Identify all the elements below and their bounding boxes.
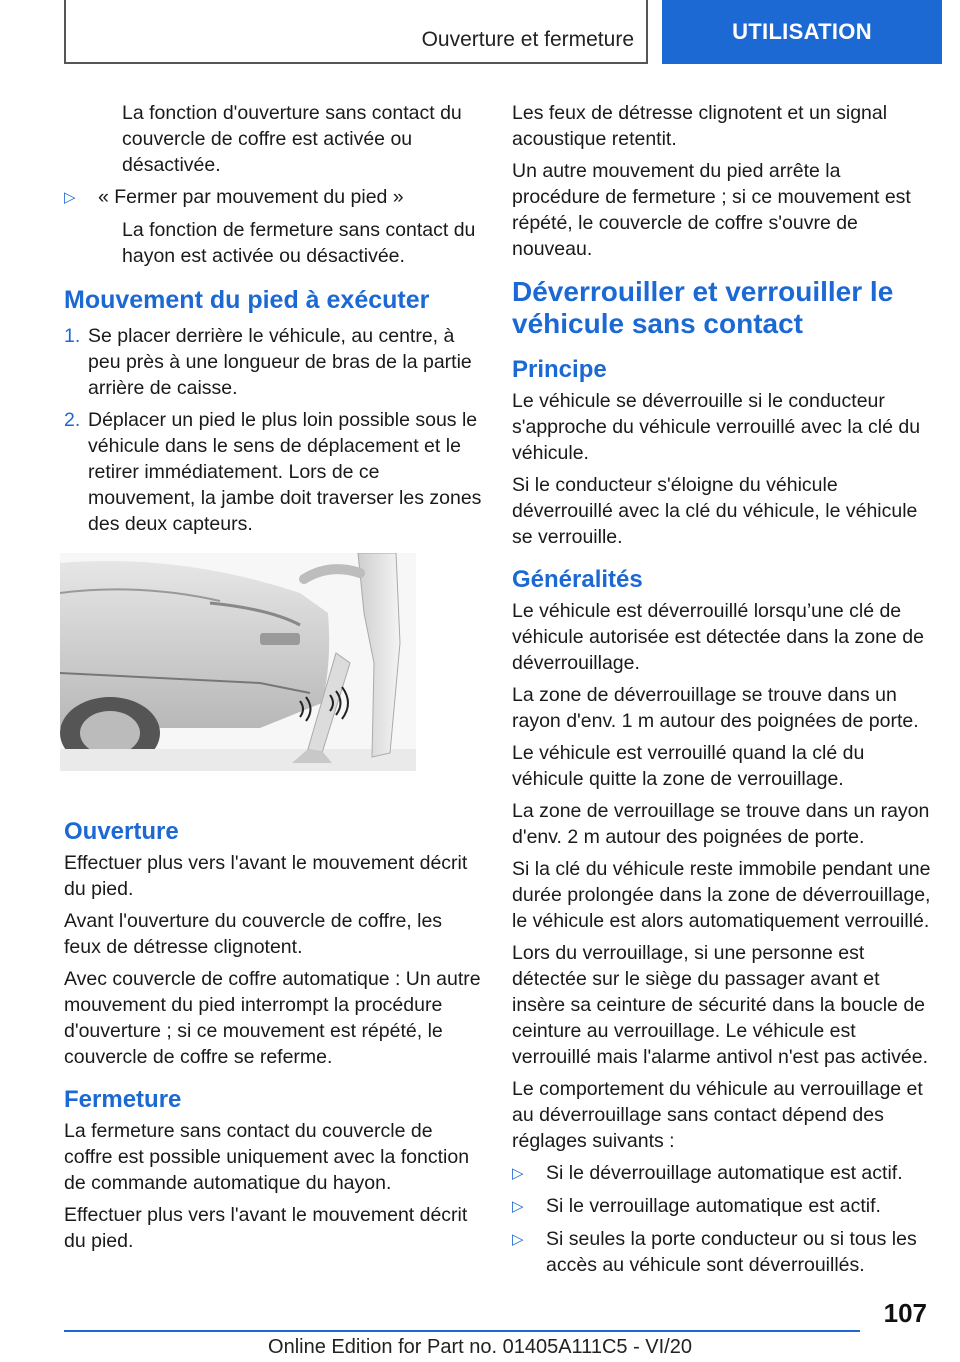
setting-bullet-1-text: Si le déverrouillage automatique est actif. xyxy=(546,1162,903,1184)
fermeture-text-2: Effectuer plus vers l'avant le mouvement décrit du pied. xyxy=(64,1204,468,1252)
foot-gesture-illustration xyxy=(60,553,416,771)
step-1-text: Se placer derrière le véhicule, au centre, à peu près à une longueur de bras de la partie arrière de caisse. xyxy=(88,325,472,399)
step-1 xyxy=(64,323,484,401)
heading-fermeture: Fermeture xyxy=(64,1086,182,1113)
step-2-number: 2. xyxy=(64,409,81,431)
header-chapter-tab[interactable]: UTILISATION xyxy=(662,0,942,64)
page-number: 107 xyxy=(883,1298,927,1328)
setting-bullet-3 xyxy=(512,1226,932,1278)
generalites-text-5: Si la clé du véhicule reste immobile pendant une durée prolongée dans la zone de déverrouillage, le véhicule est alors automatiquement verrouillé. xyxy=(512,858,931,932)
bullet-fermer-text: « Fermer par mouvement du pied » xyxy=(98,186,404,208)
right-column xyxy=(512,100,932,1284)
step-2-text: Déplacer un pied le plus loin possible sous le véhicule dans le sens de déplacement et le retirer immédiatement. Lors de ce mouvement, la jambe doit traverser les zones des deux capteurs. xyxy=(88,409,482,535)
setting-bullet-3-text: Si seules la porte conducteur ou si tous les accès au véhicule sont déverrouillés. xyxy=(546,1228,917,1276)
principe-text-2: Si le conducteur s'éloigne du véhicule déverrouillé avec la clé du véhicule, le véhicule se verrouille. xyxy=(512,474,918,548)
heading-generalites: Généralités xyxy=(512,566,643,593)
generalites-text-6: Lors du verrouillage, si une personne est détectée sur le siège du passager avant et insère sa ceinture de sécurité dans la boucle de ceinture au verrouillage. Le véhicule est verrouillé mais l'alarme antivol n'est pas activée. xyxy=(512,942,929,1068)
left-column xyxy=(64,100,484,1260)
ouverture-text-1: Effectuer plus vers l'avant le mouvement décrit du pied. xyxy=(64,852,468,900)
heading-mouvement: Mouvement du pied à exécuter xyxy=(64,286,430,314)
bullet-triangle-icon: ▷ xyxy=(512,1231,524,1248)
header-section-title: Ouverture et fermeture xyxy=(421,28,634,51)
fermeture-text-1: La fermeture sans contact du couvercle de coffre est possible uniquement avec la fonction de commande automatique du hayon. xyxy=(64,1120,470,1194)
heading-deverrouiller: Déverrouiller et verrouiller le véhicule sans contact xyxy=(512,276,894,339)
footer-edition: Online Edition for Part no. 01405A111C5 - VI/20 xyxy=(268,1336,692,1358)
bullet-fermer-desc: La fonction de fermeture sans contact du hayon est activée ou désactivée. xyxy=(122,219,476,267)
generalites-text-7: Le comportement du véhicule au verrouillage et au déverrouillage sans contact dépend des réglages suivants : xyxy=(512,1078,923,1152)
generalites-text-3: Le véhicule est verrouillé quand la clé du véhicule quitte la zone de verrouillage. xyxy=(512,742,865,790)
ouverture-text-2: Avant l'ouverture du couvercle de coffre, les feux de détresse clignotent. xyxy=(64,910,443,958)
right-text-1: Les feux de détresse clignotent et un signal acoustique retentit. xyxy=(512,102,888,150)
ouverture-text-3: Avec couvercle de coffre automatique : Un autre mouvement du pied interrompt la procédure d'ouverture ; si ce mouvement est répété, le couvercle de coffre se referme. xyxy=(64,968,481,1068)
generalites-text-4: La zone de verrouillage se trouve dans un rayon d'env. 2 m autour des poignées de porte. xyxy=(512,800,930,848)
generalites-text-2: La zone de déverrouillage se trouve dans un rayon d'env. 1 m autour des poignées de porte. xyxy=(512,684,919,732)
heading-ouverture: Ouverture xyxy=(64,818,179,845)
principe-text-1: Le véhicule se déverrouille si le conducteur s'approche du véhicule verrouillé avec la clé du véhicule. xyxy=(512,390,921,464)
footer-divider xyxy=(64,1330,860,1332)
generalites-text-1: Le véhicule est déverrouillé lorsqu’une clé de véhicule autorisée est détectée dans la zone de déverrouillage. xyxy=(512,600,924,674)
bullet-fermer xyxy=(64,184,484,211)
heading-principe: Principe xyxy=(512,356,607,383)
bullet-triangle-icon: ▷ xyxy=(512,1198,524,1215)
step-2 xyxy=(64,407,484,537)
right-text-2: Un autre mouvement du pied arrête la procédure de fermeture ; si ce mouvement est répété, le couvercle de coffre s'ouvre de nouveau. xyxy=(512,160,911,260)
step-1-number: 1. xyxy=(64,325,81,347)
bullet-triangle-icon: ▷ xyxy=(512,1165,524,1182)
intro-text: La fonction d'ouverture sans contact du couvercle de coffre est activée ou désactivée. xyxy=(122,102,462,176)
setting-bullet-2-text: Si le verrouillage automatique est actif. xyxy=(546,1195,881,1217)
setting-bullet-2 xyxy=(512,1193,932,1220)
bullet-triangle-icon: ▷ xyxy=(64,189,76,206)
setting-bullet-1 xyxy=(512,1160,932,1187)
